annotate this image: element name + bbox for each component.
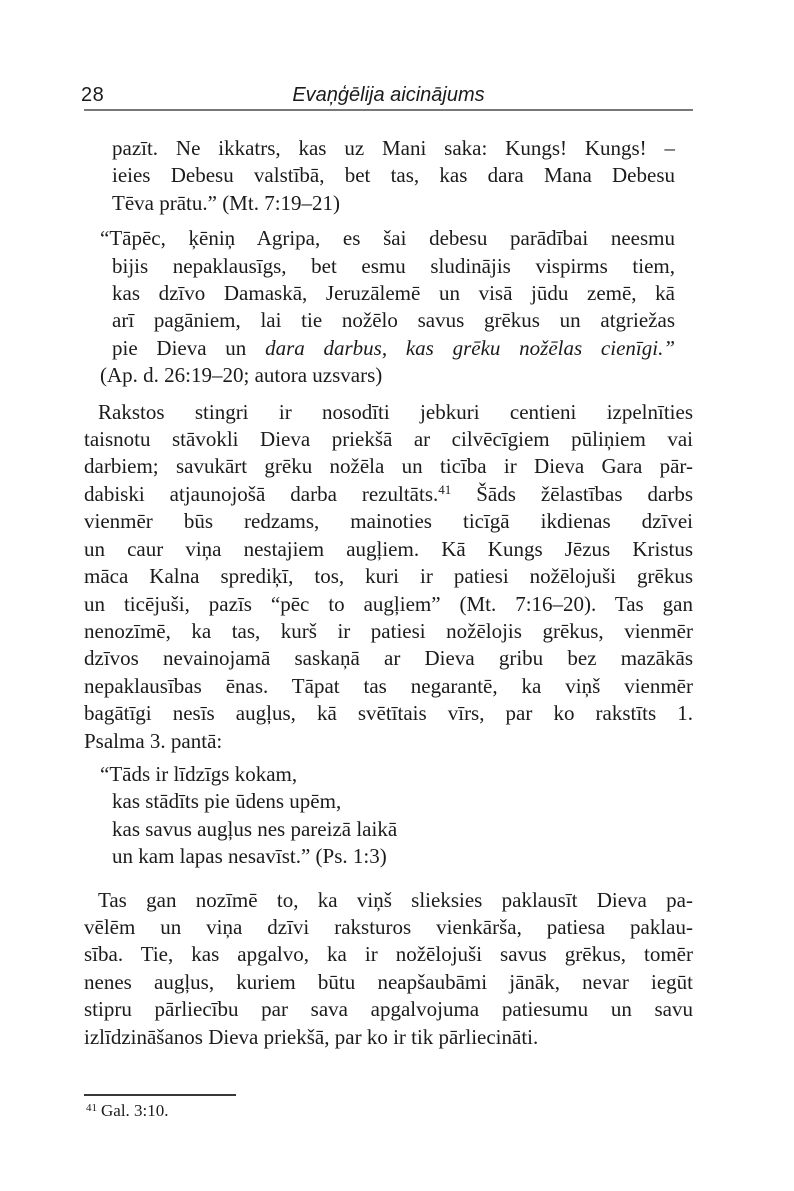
text-line [84,887,693,914]
text-blocks [84,135,693,1051]
text-segment: vienmēr būs redzams, mainoties ticīgā ikdienas dzīvei [84,509,693,534]
text-segment: darbiem; savukārt grēku nožēla un ticība ir Dieva Gara pār- [84,454,693,479]
text-segment: “Tāpēc, ķēniņ Agripa, es šai debesu parādībai neesmu [100,226,675,251]
text-line [112,162,675,189]
text-segment: (Ap. d. 26:19–20; autora uzsvars) [100,363,383,388]
page-header [81,84,693,108]
text-line [112,280,675,307]
text-line [84,941,693,968]
footnote-marker: 41 [86,1102,97,1114]
text-line [84,728,693,755]
text-segment: bagātīgi nesīs augļus, kā svētītais vīrs, par ko rakstīts 1. [84,701,693,726]
text-segment: Šāds žēlastības darbs [451,481,693,506]
text-line [112,307,675,334]
text-line [84,618,693,645]
text-segment: Tas gan nozīmē to, ka viņš slieksies paklausīt Dieva pa- [98,887,693,912]
page-content [81,84,693,1051]
text-segment: Rakstos stingri ir nosodīti jebkuri centieni izpelnīties [98,399,693,424]
text-line [84,453,693,480]
text-line [84,969,693,996]
text-line [112,816,693,843]
footnote-text: Gal. 3:10. [101,1101,169,1120]
text-line [112,843,693,870]
text-line [100,761,693,788]
text-segment: “Tāds ir līdzīgs kokam, [100,761,298,786]
text-segment: nenes augļus, kuriem būtu neapšaubāmi jānāk, nevar iegūt [84,969,693,994]
quote-block-mt-7 [112,135,675,217]
header-rule [84,109,693,111]
text-line [112,253,675,280]
text-segment: nepaklausības ēnas. Tāpat tas negarantē, ka viņš vienmēr [84,673,693,698]
page-number: 28 [81,84,105,106]
text-segment: dzīvos nevainojamā saskaņā ar Dieva gribu bez mazākās [84,646,693,671]
emphasized-text: dara darbus, kas grēku nožēlas cienīgi.” [265,335,676,360]
quote-block-ap-d-26 [100,225,676,389]
text-segment: un ticējuši, pazīs “pēc to augļiem” (Mt. 7:16–20). Tas gan [84,591,693,616]
text-line [84,563,693,590]
text-line [112,135,675,162]
footnote [86,1100,169,1122]
text-segment: nenozīmē, ka tas, kurš ir patiesi nožēlojis grēkus, vienmēr [84,618,693,643]
text-line [84,591,693,618]
text-segment: arī pagāniem, lai tie nožēlo savus grēkus un atgriežas [112,308,675,333]
text-segment: dabiski atjaunojošā darba rezultāts. [84,481,439,506]
text-segment: taisnotu stāvokli Dieva priekšā ar cilvēcīgiem pūliņiem vai [84,427,693,452]
text-segment: kas stādīts pie ūdens upēm, [112,789,342,814]
text-segment: stipru pārliecību par sava apgalvojuma patiesumu un savu [84,997,693,1022]
text-segment: pazīt. Ne ikkatrs, kas uz Mani saka: Kungs! Kungs! – [112,136,675,160]
text-line [112,190,675,217]
text-segment: kas savus augļus nes pareizā laikā [112,816,398,841]
text-segment: bijis nepaklausīgs, bet esmu sludinājis vispirms tiem, [112,253,675,278]
text-line [84,536,693,563]
text-line [84,481,693,508]
paragraph-rakstos [84,399,693,755]
text-segment: Tēva prātu.” (Mt. 7:19–21) [112,190,341,215]
text-line [84,399,693,426]
text-line [112,788,693,815]
text-line [84,914,693,941]
text-segment: kas dzīvo Damaskā, Jeruzālemē un visā jūdu zemē, kā [112,281,675,306]
text-line [84,508,693,535]
text-line [100,362,675,389]
text-segment: Psalma 3. pantā: [84,728,223,753]
text-line [84,673,693,700]
text-line [84,426,693,453]
text-line [84,645,693,672]
text-segment: izlīdzināšanos Dieva priekšā, par ko ir tik pārliecināti. [84,1024,539,1049]
footnote-rule [84,1094,236,1096]
paragraph-tas-gan [84,887,693,1051]
text-segment: vēlēm un viņa dzīvi raksturos vienkārša, patiesa paklau- [84,914,693,939]
text-line [84,700,693,727]
header-title: Evaņģēlija aicinājums [292,84,485,106]
text-segment: māca Kalna sprediķī, tos, kuri ir patiesi nožēlojuši grēkus [84,564,693,589]
text-line [100,225,675,252]
text-segment: un kam lapas nesavīst.” (Ps. 1:3) [112,844,387,869]
verse-block-ps-1-3 [100,761,693,871]
text-line [84,1024,693,1051]
text-segment: un caur viņa nestajiem augļiem. Kā Kungs Jēzus Kristus [84,536,693,561]
text-line [84,996,693,1023]
footnote-reference: 41 [438,481,452,497]
text-segment: ieies Debesu valstībā, bet tas, kas dara Mana Debesu [112,163,675,188]
text-segment: sība. Tie, kas apgalvo, ka ir nožēlojuši savus grēkus, tomēr [84,942,693,967]
text-segment: pie Dieva un [112,335,266,360]
text-line [112,335,675,362]
